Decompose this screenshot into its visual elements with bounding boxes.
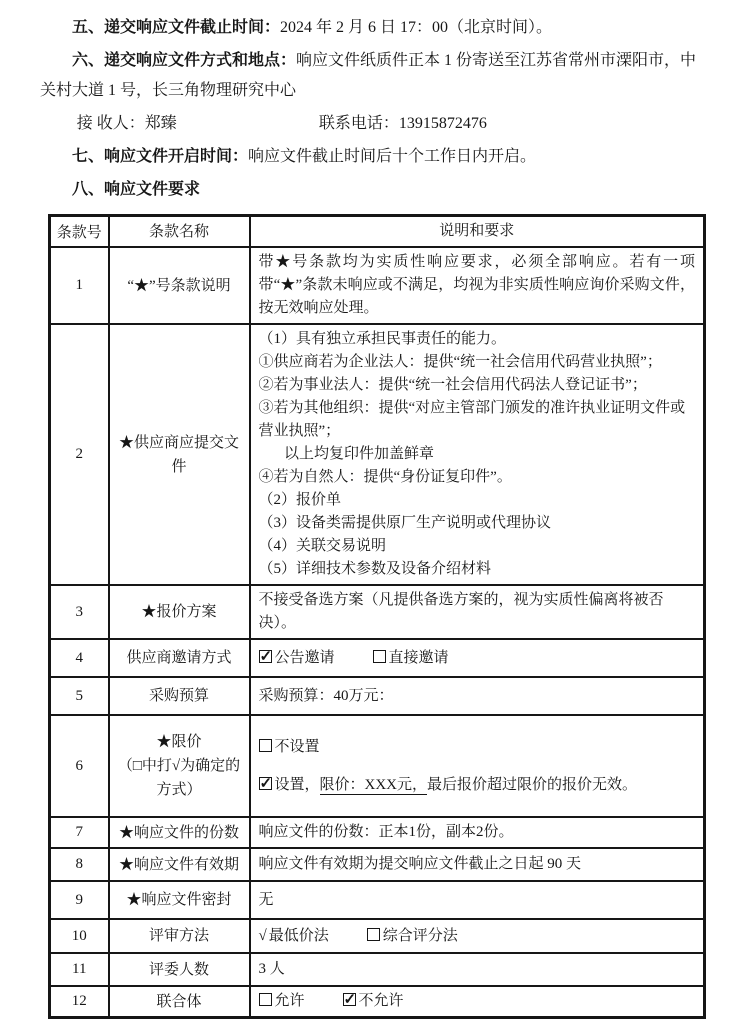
checkbox-unchecked-icon (259, 739, 272, 752)
checkbox-checked-icon (259, 650, 272, 663)
clause-name-cell (109, 247, 250, 324)
desc-line (259, 535, 696, 558)
clause-no-cell: 7 (50, 817, 109, 848)
clause-name-line: 供应商邀请方式 (126, 650, 232, 666)
desc-text: 采购预算：40万元： (258, 687, 394, 704)
table-row (50, 247, 705, 324)
header-clause-name: 条款名称 (109, 216, 250, 248)
clause-name-line: ★响应文件密封 (126, 892, 232, 908)
clause-name-line: ★响应文件的份数 (118, 824, 239, 841)
clause-no-cell: 12 (50, 986, 109, 1018)
desc-text: 不允许 (358, 993, 404, 1009)
clause-name-cell (109, 324, 250, 585)
clause-no-cell: 1 (50, 247, 109, 324)
desc-text: 允许 (274, 993, 305, 1009)
desc-line (259, 328, 696, 351)
desc-line (259, 736, 696, 759)
checkbox-checked-icon (343, 993, 356, 1006)
section-6-label: 六、递交响应文件方式和地点： (72, 52, 297, 69)
desc-line (259, 647, 696, 670)
clause-name-line: 评审方法 (148, 928, 209, 944)
desc-text: 最后报价超过限价的报价无效。 (427, 776, 638, 793)
clause-no-cell: 5 (50, 677, 109, 715)
section-8-heading (40, 175, 706, 205)
clause-name-cell (109, 986, 250, 1018)
clause-desc-cell (250, 324, 705, 585)
desc-text: 公告邀请 (274, 649, 335, 666)
desc-line (259, 251, 696, 320)
clause-desc-cell (250, 919, 705, 953)
clause-desc-cell (250, 881, 705, 919)
table-row (50, 639, 705, 677)
desc-text: 以上均复印件加盖鲜章 (284, 446, 435, 462)
table-row (50, 324, 705, 585)
clause-name-cell (109, 817, 250, 848)
desc-line (259, 558, 696, 581)
clause-desc-cell (250, 953, 705, 986)
clause-desc-cell (250, 986, 705, 1018)
clause-no-cell: 6 (50, 715, 109, 817)
underlined-text: 限价：XXX元， (319, 776, 428, 793)
section-8-label: 八、响应文件要求 (72, 181, 201, 198)
requirements-table-body (50, 216, 705, 1018)
desc-text: 响应文件有效期为提交响应文件截止之日起 90 天 (258, 856, 582, 872)
table-row (50, 677, 705, 715)
clause-name-cell (109, 881, 250, 919)
desc-line (259, 990, 696, 1013)
clause-desc-cell (250, 715, 705, 817)
desc-text: 综合评分法 (382, 927, 458, 944)
clause-name-line: ★限价 (156, 734, 202, 750)
desc-line (259, 512, 696, 535)
section-7-opening-time (40, 142, 706, 172)
desc-text: 不接受备选方案（凡提供备选方案的，视为实质性偏离将被否决）。 (258, 592, 664, 631)
clause-name-line: ★响应文件有效期 (118, 856, 239, 873)
desc-line (259, 958, 696, 981)
section-5-deadline (40, 13, 706, 43)
table-row (50, 953, 705, 986)
desc-text: ①供应商若为企业法人：提供“统一社会信用代码营业执照”； (258, 354, 662, 370)
clause-name-line: ★供应商应提交文件 (118, 434, 239, 475)
desc-line (259, 821, 696, 844)
section-6-text: 响应文件纸质件正本 1 份寄送至江苏省常州市溧阳市，中关村大道 1 号，长三角物理研究中心 (40, 52, 697, 99)
clause-desc-cell (250, 848, 705, 881)
clause-name-cell (109, 639, 250, 677)
checkbox-checked-icon (259, 777, 272, 790)
desc-line (259, 397, 696, 443)
desc-text: （2）报价单 (258, 492, 342, 508)
clause-no-cell: 3 (50, 585, 109, 639)
clause-name-line: ★报价方案 (141, 604, 217, 620)
table-row (50, 715, 705, 817)
desc-line (259, 374, 696, 397)
check-mark-icon: √ (258, 927, 267, 944)
section-6-delivery (40, 46, 706, 106)
clause-name-cell (109, 715, 250, 817)
desc-text: ③若为其他组织：提供“对应主管部门颁发的准许执业证明文件或营业执照”； (258, 400, 686, 439)
checkbox-unchecked-icon (259, 993, 272, 1006)
clause-name-cell (109, 953, 250, 986)
desc-line (259, 443, 696, 466)
contact-line (40, 109, 706, 139)
section-7-label: 七、响应文件开启时间： (72, 148, 249, 165)
clause-desc-cell (250, 817, 705, 848)
desc-text: 设置， (274, 776, 320, 793)
desc-text: 3 人 (258, 961, 285, 977)
clause-no-cell: 4 (50, 639, 109, 677)
clause-name-cell (109, 585, 250, 639)
header-clause-no: 条款号 (50, 216, 109, 248)
clause-name-line: 采购预算 (148, 688, 209, 704)
desc-line (259, 489, 696, 512)
clause-name-line: “★”号条款说明 (127, 277, 231, 294)
table-row (50, 986, 705, 1018)
desc-text: 最低价法 (268, 927, 329, 944)
clause-no-cell: 11 (50, 953, 109, 986)
desc-text: 带★号条款均为实质性响应要求，必须全部响应。若有一项带“★”条款未响应或不满足，均视为非实质性响应询价采购文件，按无效响应处理。 (258, 254, 695, 316)
desc-line (259, 351, 696, 374)
clause-no-cell: 10 (50, 919, 109, 953)
clause-no-cell: 9 (50, 881, 109, 919)
contact-phone: 联系电话：13915872476 (318, 115, 487, 132)
clause-name-cell (109, 848, 250, 881)
table-row (50, 585, 705, 639)
table-row (50, 919, 705, 953)
desc-line (259, 925, 696, 948)
table-row (50, 848, 705, 881)
desc-text: 无 (258, 891, 274, 908)
clause-name-line: （□中打√为确定的方式） (117, 758, 241, 798)
clause-desc-cell (250, 247, 705, 324)
clause-name-line: 评委人数 (148, 961, 209, 978)
desc-line (259, 889, 696, 912)
desc-text: 直接邀请 (388, 649, 449, 666)
desc-line (259, 774, 696, 797)
clause-no-cell: 2 (50, 324, 109, 585)
clause-no-cell: 8 (50, 848, 109, 881)
requirements-table (48, 214, 706, 1019)
desc-text: （3）设备类需提供原厂生产说明或代理协议 (258, 515, 552, 531)
clause-desc-cell (250, 677, 705, 715)
clause-name-cell (109, 677, 250, 715)
recipient-name: 接 收人：郑臻 (76, 115, 177, 132)
clause-name-cell (109, 919, 250, 953)
desc-text: （4）关联交易说明 (258, 538, 387, 554)
desc-text: （1）具有独立承担民事责任的能力。 (258, 331, 507, 347)
desc-line (259, 466, 696, 489)
header-clause-desc: 说明和要求 (250, 216, 705, 248)
table-row (50, 881, 705, 919)
desc-line (259, 853, 696, 876)
clause-name-line: 联合体 (156, 993, 202, 1010)
desc-text: 不设置 (274, 738, 320, 755)
desc-text: （5）详细技术参数及设备介绍材料 (258, 561, 492, 577)
checkbox-unchecked-icon (367, 928, 380, 941)
clause-desc-cell (250, 585, 705, 639)
section-5-text: 2024 年 2 月 6 日 17：00（北京时间）。 (280, 19, 553, 36)
table-header-row (50, 216, 705, 248)
desc-line (259, 685, 696, 708)
desc-text: 响应文件的份数：正本1份，副本2份。 (258, 824, 514, 840)
desc-text: ②若为事业法人：提供“统一社会信用代码法人登记证书”； (258, 377, 647, 393)
section-5-label: 五、递交响应文件截止时间： (72, 19, 281, 36)
desc-line (259, 589, 696, 635)
checkbox-unchecked-icon (373, 650, 386, 663)
section-7-text: 响应文件截止时间后十个工作日内开启。 (248, 148, 537, 165)
table-row (50, 817, 705, 848)
desc-text: ④若为自然人：提供“身份证复印件”。 (258, 469, 512, 485)
clause-desc-cell (250, 639, 705, 677)
